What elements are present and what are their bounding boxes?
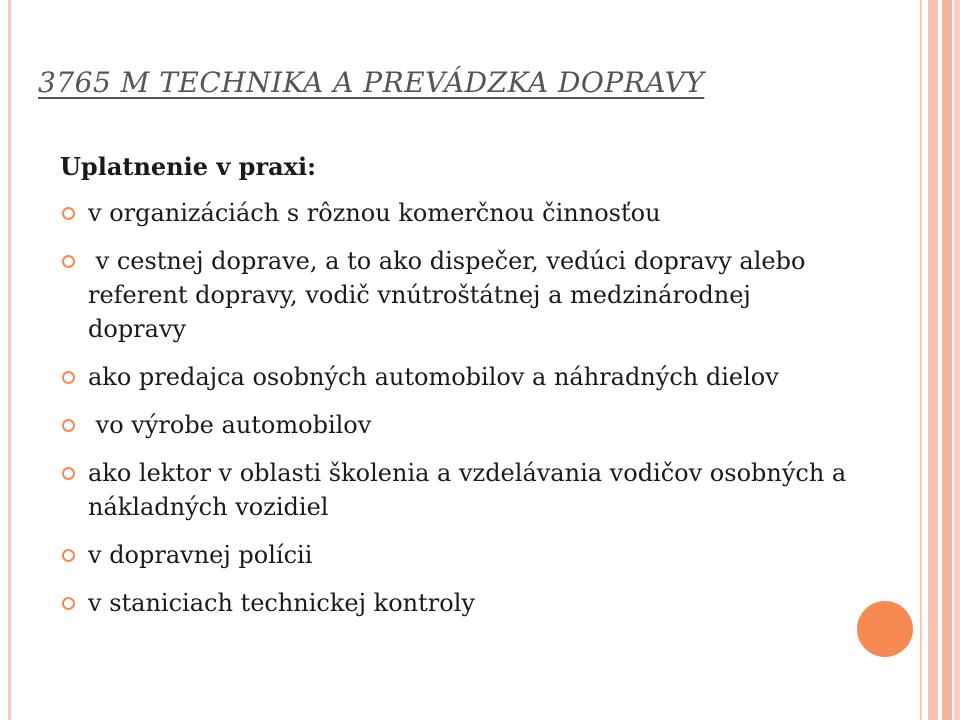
orange-dot-icon: [857, 601, 913, 657]
circle-bullet-icon: [62, 207, 75, 220]
bullet-item: [60, 196, 850, 230]
circle-bullet-icon: [62, 255, 75, 268]
bullet-text: v staniciach technickej kontroly: [88, 589, 475, 617]
slide-subtitle: Uplatnenie v praxi:: [60, 152, 316, 181]
bullet-text: vo výrobe automobilov: [88, 411, 372, 439]
bullet-text: ako predajca osobných automobilov a náhradných dielov: [88, 363, 779, 391]
bullet-text: v cestnej doprave, a to ako dispečer, vedúci dopravy alebo referent dopravy, vodič vnútroštátnej a medzinárodnej dopravy: [88, 247, 814, 343]
bullet-item: [60, 360, 850, 394]
bullet-item: [60, 408, 850, 442]
decorative-stripes: [922, 0, 960, 720]
bullet-text: v dopravnej polícii: [88, 541, 313, 569]
circle-bullet-icon: [62, 597, 75, 610]
bullet-text: v organizáciách s rôznou komerčnou činnosťou: [88, 199, 661, 227]
bullet-item: [60, 586, 850, 620]
bullet-list: [60, 196, 850, 634]
circle-bullet-icon: [62, 467, 75, 480]
bullet-text: ako lektor v oblasti školenia a vzdelávania vodičov osobných a nákladných vozidiel: [88, 459, 847, 521]
bullet-item: [60, 538, 850, 572]
circle-bullet-icon: [62, 549, 75, 562]
slide-title: 3765 M TECHNIKA A PREVÁDZKA DOPRAVY: [38, 66, 705, 99]
circle-bullet-icon: [62, 419, 75, 432]
bullet-item: [60, 456, 850, 524]
bullet-item: [60, 244, 850, 346]
circle-bullet-icon: [62, 371, 75, 384]
